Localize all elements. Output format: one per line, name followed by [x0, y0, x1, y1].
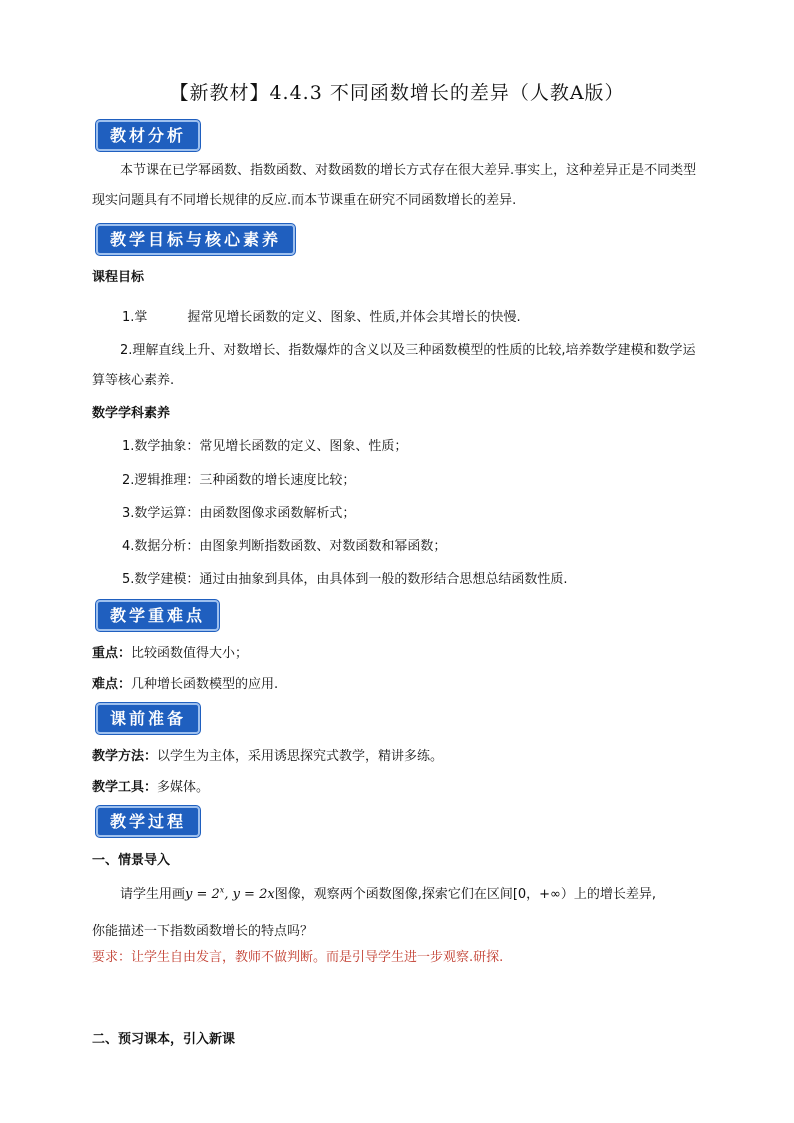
hard-point-label: 难点：	[92, 677, 132, 692]
key-point-text: 比较函数值得大小；	[131, 646, 249, 661]
section-badge-goals: 教学目标与核心素养	[96, 224, 295, 255]
literacy-item: 3.数学运算：由函数图像求函数解析式；	[122, 506, 356, 521]
course-goals-heading: 课程目标	[92, 270, 145, 285]
section-badge-difficulty: 教学重难点	[96, 600, 219, 631]
literacy-item: 5.数学建模：通过由抽象到具体，由具体到一般的数形结合思想总结函数性质.	[122, 572, 568, 587]
document-title: 【新教材】4.4.3 不同函数增长的差异（人教A版）	[169, 82, 625, 104]
goal-item-1-text: 握常见增长函数的定义、图象、性质,并体会其增长的快慢.	[187, 310, 521, 325]
teaching-tool-line	[92, 776, 209, 795]
section-badge-preparation: 课前准备	[96, 703, 200, 734]
intro-line-2: 你能描述一下指数函数增长的特点吗？	[92, 924, 314, 939]
part1-heading: 一、情景导入	[92, 853, 171, 868]
formula-exponential	[185, 887, 224, 902]
key-point-label: 重点：	[92, 646, 132, 661]
formula-exponent: x	[219, 885, 225, 895]
hard-point-text: 几种增长函数模型的应用.	[131, 677, 279, 692]
literacy-item: 1.数学抽象：常见增长函数的定义、图象、性质；	[122, 439, 408, 454]
teaching-method-line	[92, 745, 443, 764]
formula-linear: , y = 2x	[224, 887, 275, 902]
requirement-note: 要求：让学生自由发言，教师不做判断。而是引导学生进一步观察.研探.	[92, 950, 504, 965]
teaching-method-text: 以学生为主体，采用诱思探究式教学，精讲多练。	[157, 749, 444, 764]
hard-point-line	[92, 673, 278, 692]
teaching-method-label: 教学方法：	[92, 749, 158, 764]
literacy-item: 4.数据分析：由图象判断指数函数、对数函数和幂函数；	[122, 539, 447, 554]
section-badge-process: 教学过程	[96, 806, 200, 837]
part2-heading: 二、预习课本，引入新课	[92, 1032, 236, 1047]
goal-item-1-prefix: 1.掌	[122, 310, 148, 325]
teaching-tool-label: 教学工具：	[92, 780, 158, 795]
intro-post-text: 图像，观察两个函数图像,探索它们在区间[0，+∞）上的增长差异,	[274, 887, 657, 902]
section-badge-analysis: 教材分析	[96, 120, 200, 151]
intro-line-1	[120, 883, 656, 902]
literacy-item: 2.逻辑推理：三种函数的增长速度比较；	[122, 473, 356, 488]
analysis-paragraph: 本节课在已学幂函数、指数函数、对数函数的增长方式存在很大差异.事实上，这种差异正是不同类型现实问题具有不同增长规律的反应.而本节课重在研究不同函数增长的差异.	[92, 163, 697, 208]
key-point-line	[92, 642, 248, 661]
literacy-heading: 数学学科素养	[92, 406, 171, 421]
teaching-tool-text: 多媒体。	[157, 780, 210, 795]
formula-exponential-base: y = 2	[185, 887, 220, 902]
goal-item-1	[122, 306, 521, 325]
goal-item-2: 2.理解直线上升、对数增长、指数爆炸的含义以及三种函数模型的性质的比较,培养数学建模和数学运算等核心素养.	[92, 343, 696, 388]
intro-pre-text: 请学生用画	[120, 887, 186, 902]
